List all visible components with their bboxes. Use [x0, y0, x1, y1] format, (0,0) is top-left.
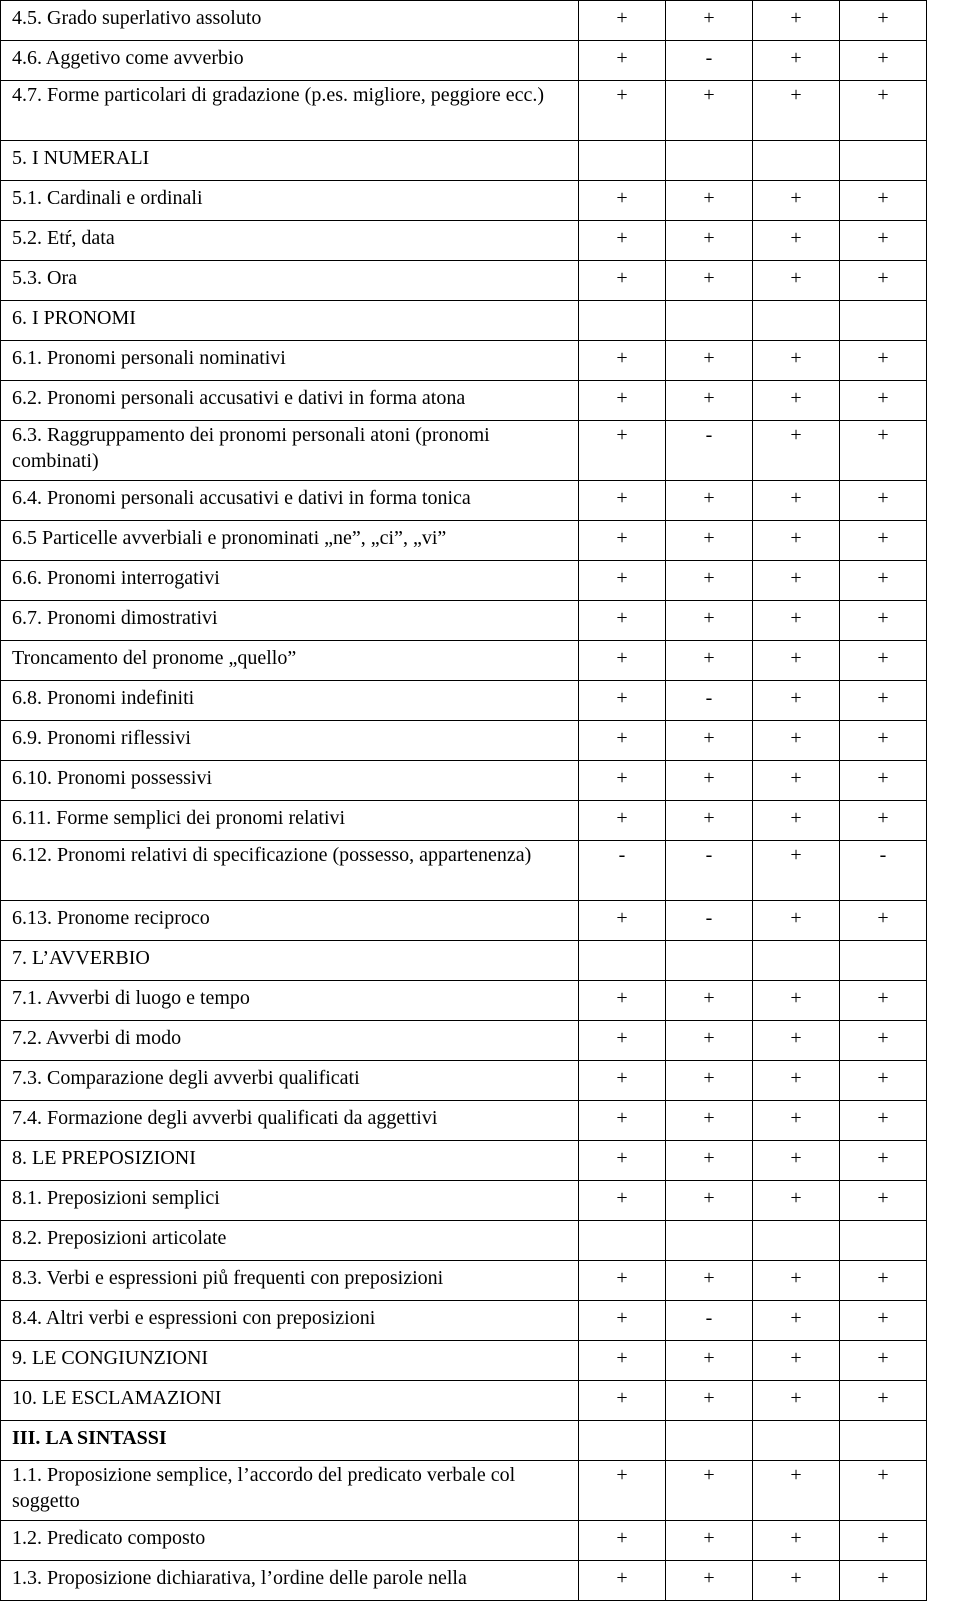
- table-row: [1, 1521, 927, 1561]
- row-mark-3: +: [753, 1381, 840, 1421]
- row-mark-2: [666, 301, 753, 341]
- row-mark-2: +: [666, 1561, 753, 1601]
- table-row: [1, 1221, 927, 1261]
- row-mark-3: +: [753, 901, 840, 941]
- row-mark-1: +: [579, 381, 666, 421]
- row-mark-2: +: [666, 1, 753, 41]
- row-mark-3: [753, 941, 840, 981]
- row-mark-4: +: [840, 1521, 927, 1561]
- row-mark-3: +: [753, 841, 840, 901]
- row-mark-2: +: [666, 481, 753, 521]
- row-mark-1: +: [579, 1261, 666, 1301]
- row-mark-4: +: [840, 641, 927, 681]
- row-mark-4: +: [840, 1561, 927, 1601]
- row-mark-1: [579, 301, 666, 341]
- row-label: 7.3. Comparazione degli avverbi qualificati: [1, 1061, 579, 1101]
- row-mark-3: +: [753, 1261, 840, 1301]
- row-mark-4: +: [840, 1261, 927, 1301]
- row-label: 10. LE ESCLAMAZIONI: [1, 1381, 579, 1421]
- table-row: [1, 1061, 927, 1101]
- row-mark-1: [579, 1421, 666, 1461]
- row-mark-1: [579, 1221, 666, 1261]
- table-row: [1, 721, 927, 761]
- row-mark-1: +: [579, 421, 666, 481]
- row-label: 5. I NUMERALI: [1, 141, 579, 181]
- row-mark-4: +: [840, 1141, 927, 1181]
- row-label: 9. LE CONGIUNZIONI: [1, 1341, 579, 1381]
- row-mark-4: +: [840, 1101, 927, 1141]
- row-mark-4: +: [840, 81, 927, 141]
- row-label: 6.10. Pronomi possessivi: [1, 761, 579, 801]
- row-mark-3: +: [753, 421, 840, 481]
- row-mark-4: +: [840, 801, 927, 841]
- row-mark-3: +: [753, 1021, 840, 1061]
- table-row: [1, 341, 927, 381]
- row-mark-3: +: [753, 1181, 840, 1221]
- table-row: [1, 1261, 927, 1301]
- row-label: 4.7. Forme particolari di gradazione (p.es. migliore, peggiore ecc.): [1, 81, 579, 141]
- row-label: 8.1. Preposizioni semplici: [1, 1181, 579, 1221]
- row-mark-4: +: [840, 1061, 927, 1101]
- row-label: 1.2. Predicato composto: [1, 1521, 579, 1561]
- row-label: 7.2. Avverbi di modo: [1, 1021, 579, 1061]
- row-mark-3: +: [753, 41, 840, 81]
- row-label: 6.4. Pronomi personali accusativi e dativi in forma tonica: [1, 481, 579, 521]
- row-label: 5.3. Ora: [1, 261, 579, 301]
- row-mark-3: +: [753, 261, 840, 301]
- row-mark-2: [666, 1421, 753, 1461]
- row-mark-1: +: [579, 1101, 666, 1141]
- row-label: 7.4. Formazione degli avverbi qualificati da aggettivi: [1, 1101, 579, 1141]
- row-mark-1: +: [579, 1181, 666, 1221]
- row-mark-4: +: [840, 521, 927, 561]
- row-mark-2: +: [666, 801, 753, 841]
- row-mark-3: +: [753, 341, 840, 381]
- row-mark-2: +: [666, 221, 753, 261]
- table-row: [1, 1301, 927, 1341]
- row-mark-4: +: [840, 761, 927, 801]
- table-row: [1, 381, 927, 421]
- row-mark-4: [840, 141, 927, 181]
- table-row: [1, 1101, 927, 1141]
- row-mark-4: +: [840, 221, 927, 261]
- row-mark-4: [840, 301, 927, 341]
- row-mark-1: +: [579, 1561, 666, 1601]
- row-mark-1: +: [579, 341, 666, 381]
- row-mark-3: +: [753, 641, 840, 681]
- row-label: 6.13. Pronome reciproco: [1, 901, 579, 941]
- table-row: [1, 481, 927, 521]
- row-mark-3: +: [753, 721, 840, 761]
- row-mark-3: [753, 301, 840, 341]
- table-row: [1, 1021, 927, 1061]
- row-label: 6.5 Particelle avverbiali e pronominati „ne”, „ci”, „vi”: [1, 521, 579, 561]
- row-mark-4: [840, 941, 927, 981]
- row-label: 8.2. Preposizioni articolate: [1, 1221, 579, 1261]
- row-mark-3: +: [753, 481, 840, 521]
- row-label: 6.1. Pronomi personali nominativi: [1, 341, 579, 381]
- row-mark-1: +: [579, 1141, 666, 1181]
- row-mark-1: +: [579, 1301, 666, 1341]
- table-row: [1, 601, 927, 641]
- table-row: [1, 261, 927, 301]
- row-mark-4: +: [840, 341, 927, 381]
- row-mark-1: +: [579, 1381, 666, 1421]
- row-mark-4: +: [840, 41, 927, 81]
- row-mark-2: +: [666, 261, 753, 301]
- row-mark-3: +: [753, 1141, 840, 1181]
- row-mark-1: +: [579, 1341, 666, 1381]
- table-row: [1, 41, 927, 81]
- row-mark-4: [840, 1421, 927, 1461]
- row-mark-3: +: [753, 761, 840, 801]
- row-mark-1: +: [579, 41, 666, 81]
- row-mark-3: +: [753, 1101, 840, 1141]
- row-mark-4: +: [840, 261, 927, 301]
- row-mark-3: +: [753, 181, 840, 221]
- table-row: [1, 1561, 927, 1601]
- table-row: [1, 981, 927, 1021]
- row-mark-1: +: [579, 1461, 666, 1521]
- row-mark-2: [666, 941, 753, 981]
- row-mark-2: +: [666, 181, 753, 221]
- row-mark-4: +: [840, 1, 927, 41]
- table-row: [1, 141, 927, 181]
- row-mark-1: +: [579, 261, 666, 301]
- row-mark-1: +: [579, 901, 666, 941]
- table-row: [1, 1, 927, 41]
- row-mark-2: +: [666, 1101, 753, 1141]
- table-row: [1, 521, 927, 561]
- row-mark-3: +: [753, 681, 840, 721]
- row-mark-4: +: [840, 601, 927, 641]
- row-mark-1: +: [579, 981, 666, 1021]
- table-row: [1, 221, 927, 261]
- row-mark-2: [666, 141, 753, 181]
- row-mark-3: +: [753, 81, 840, 141]
- row-mark-3: +: [753, 601, 840, 641]
- row-mark-3: [753, 1421, 840, 1461]
- row-mark-1: [579, 141, 666, 181]
- row-label: 6.6. Pronomi interrogativi: [1, 561, 579, 601]
- row-mark-3: +: [753, 1341, 840, 1381]
- row-label: 8. LE PREPOSIZIONI: [1, 1141, 579, 1181]
- row-label: 4.6. Aggetivo come avverbio: [1, 41, 579, 81]
- row-mark-2: +: [666, 601, 753, 641]
- row-mark-1: +: [579, 1521, 666, 1561]
- row-label: 5.1. Cardinali e ordinali: [1, 181, 579, 221]
- table-row: [1, 81, 927, 141]
- row-mark-2: +: [666, 1021, 753, 1061]
- row-mark-2: +: [666, 1381, 753, 1421]
- row-mark-2: +: [666, 381, 753, 421]
- row-label: 6.8. Pronomi indefiniti: [1, 681, 579, 721]
- table-row: [1, 761, 927, 801]
- row-mark-4: +: [840, 561, 927, 601]
- row-label: 6.3. Raggruppamento dei pronomi personali atoni (pronomi combinati): [1, 421, 579, 481]
- row-mark-1: +: [579, 1061, 666, 1101]
- row-mark-4: +: [840, 721, 927, 761]
- row-mark-4: +: [840, 421, 927, 481]
- row-mark-4: +: [840, 1381, 927, 1421]
- row-mark-2: +: [666, 1461, 753, 1521]
- row-mark-2: +: [666, 1341, 753, 1381]
- table-row: [1, 641, 927, 681]
- row-mark-4: +: [840, 1461, 927, 1521]
- row-mark-1: +: [579, 181, 666, 221]
- row-mark-3: [753, 141, 840, 181]
- row-label: 4.5. Grado superlativo assoluto: [1, 1, 579, 41]
- row-mark-1: +: [579, 801, 666, 841]
- table-row: [1, 1141, 927, 1181]
- row-mark-1: +: [579, 761, 666, 801]
- table-row: [1, 941, 927, 981]
- table-row: [1, 1461, 927, 1521]
- row-mark-3: +: [753, 381, 840, 421]
- row-mark-1: +: [579, 601, 666, 641]
- row-mark-2: +: [666, 561, 753, 601]
- row-mark-4: +: [840, 1341, 927, 1381]
- row-mark-1: +: [579, 641, 666, 681]
- row-mark-4: +: [840, 1021, 927, 1061]
- row-mark-3: +: [753, 561, 840, 601]
- row-mark-2: -: [666, 841, 753, 901]
- row-mark-4: +: [840, 901, 927, 941]
- row-label: 1.3. Proposizione dichiarativa, l’ordine delle parole nella: [1, 1561, 579, 1601]
- row-mark-1: +: [579, 221, 666, 261]
- row-mark-1: +: [579, 561, 666, 601]
- row-mark-2: -: [666, 901, 753, 941]
- row-mark-4: +: [840, 681, 927, 721]
- row-mark-4: +: [840, 1301, 927, 1341]
- table-row: [1, 181, 927, 221]
- row-label: 6.12. Pronomi relativi di specificazione (possesso, appartenenza): [1, 841, 579, 901]
- row-mark-1: +: [579, 481, 666, 521]
- row-label: III. LA SINTASSI: [1, 1421, 579, 1461]
- row-mark-2: -: [666, 1301, 753, 1341]
- row-mark-1: +: [579, 1, 666, 41]
- row-mark-4: +: [840, 181, 927, 221]
- row-label: 1.1. Proposizione semplice, l’accordo del predicato verbale col soggetto: [1, 1461, 579, 1521]
- table-row: [1, 1181, 927, 1221]
- row-mark-2: -: [666, 41, 753, 81]
- row-mark-2: -: [666, 421, 753, 481]
- table-row: [1, 801, 927, 841]
- row-mark-2: +: [666, 721, 753, 761]
- row-mark-3: [753, 1221, 840, 1261]
- row-label: 5.2. Etŕ, data: [1, 221, 579, 261]
- row-mark-2: +: [666, 641, 753, 681]
- row-label: 6.2. Pronomi personali accusativi e dativi in forma atona: [1, 381, 579, 421]
- row-label: 8.3. Verbi e espressioni piů frequenti con preposizioni: [1, 1261, 579, 1301]
- row-mark-2: +: [666, 1181, 753, 1221]
- table-row: [1, 1341, 927, 1381]
- row-label: 6.7. Pronomi dimostrativi: [1, 601, 579, 641]
- table-row: [1, 421, 927, 481]
- row-label: 8.4. Altri verbi e espressioni con preposizioni: [1, 1301, 579, 1341]
- row-mark-1: +: [579, 1021, 666, 1061]
- row-mark-1: +: [579, 721, 666, 761]
- row-mark-4: -: [840, 841, 927, 901]
- row-mark-3: +: [753, 1521, 840, 1561]
- row-mark-3: +: [753, 981, 840, 1021]
- row-mark-1: +: [579, 681, 666, 721]
- row-mark-3: +: [753, 1, 840, 41]
- row-mark-1: [579, 941, 666, 981]
- row-mark-3: +: [753, 1061, 840, 1101]
- row-mark-2: +: [666, 81, 753, 141]
- row-mark-3: +: [753, 221, 840, 261]
- table-row: [1, 301, 927, 341]
- row-mark-4: +: [840, 1181, 927, 1221]
- row-mark-2: [666, 1221, 753, 1261]
- row-mark-2: +: [666, 341, 753, 381]
- row-label: Troncamento del pronome „quello”: [1, 641, 579, 681]
- table-row: [1, 1381, 927, 1421]
- row-label: 6.9. Pronomi riflessivi: [1, 721, 579, 761]
- row-mark-2: +: [666, 761, 753, 801]
- row-label: 6. I PRONOMI: [1, 301, 579, 341]
- syllabus-table-body: [1, 1, 927, 1601]
- row-mark-3: +: [753, 801, 840, 841]
- row-mark-3: +: [753, 1461, 840, 1521]
- row-label: 6.11. Forme semplici dei pronomi relativi: [1, 801, 579, 841]
- row-mark-3: +: [753, 521, 840, 561]
- row-mark-4: [840, 1221, 927, 1261]
- table-row: [1, 841, 927, 901]
- table-row: [1, 901, 927, 941]
- row-mark-1: +: [579, 521, 666, 561]
- row-mark-1: -: [579, 841, 666, 901]
- table-row: [1, 1421, 927, 1461]
- row-mark-2: +: [666, 981, 753, 1021]
- row-mark-4: +: [840, 481, 927, 521]
- row-mark-4: +: [840, 981, 927, 1021]
- row-mark-4: +: [840, 381, 927, 421]
- row-mark-1: +: [579, 81, 666, 141]
- row-mark-3: +: [753, 1301, 840, 1341]
- row-mark-2: +: [666, 1521, 753, 1561]
- row-label: 7.1. Avverbi di luogo e tempo: [1, 981, 579, 1021]
- row-mark-2: +: [666, 1141, 753, 1181]
- table-row: [1, 561, 927, 601]
- table-row: [1, 681, 927, 721]
- row-mark-2: -: [666, 681, 753, 721]
- row-mark-2: +: [666, 521, 753, 561]
- row-mark-3: +: [753, 1561, 840, 1601]
- row-mark-2: +: [666, 1061, 753, 1101]
- row-mark-2: +: [666, 1261, 753, 1301]
- row-label: 7. L’AVVERBIO: [1, 941, 579, 981]
